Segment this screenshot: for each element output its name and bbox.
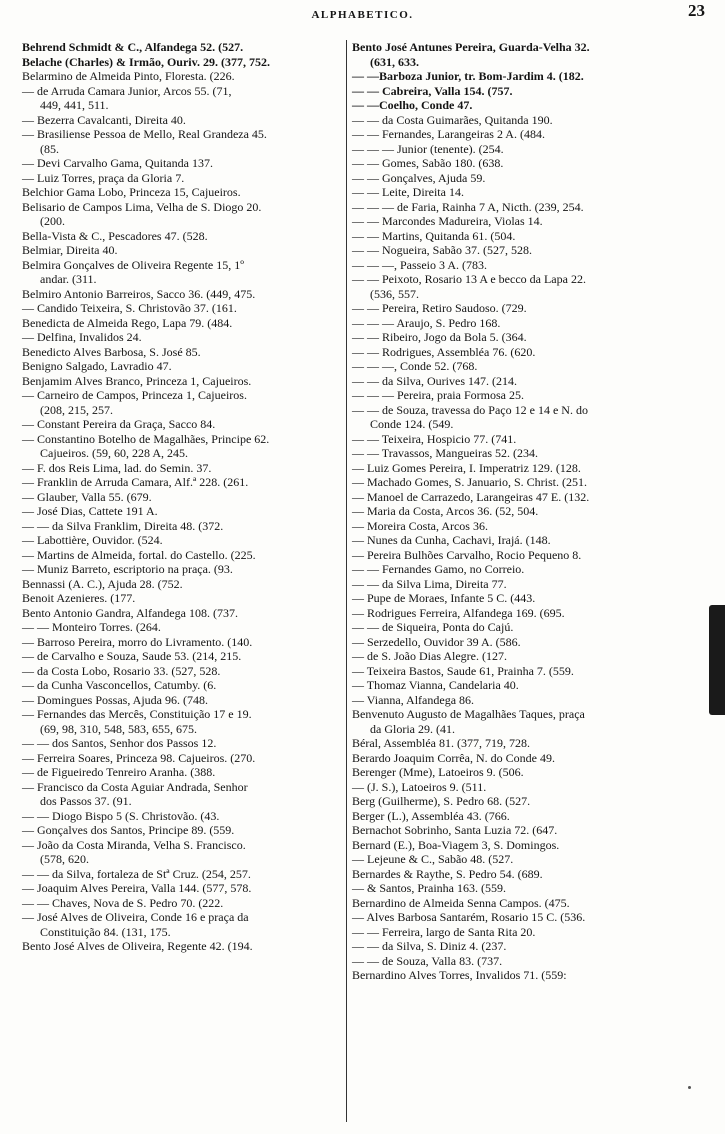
directory-entry: — — Fernandes Gamo, no Correio. <box>352 562 525 576</box>
directory-entry: — de Arruda Camara Junior, Arcos 55. (71, <box>22 83 232 98</box>
directory-entry: — Delfina, Invalidos 24. <box>22 330 142 344</box>
directory-entry: — Teixeira Bastos, Saude 61, Prainha 7. (559. <box>352 663 574 678</box>
directory-entry: — Manoel de Carrazedo, Larangeiras 47 E. (132. <box>352 489 590 504</box>
directory-entry: — Vianna, Alfandega 86. <box>352 692 475 707</box>
directory-entry: Belache (Charles) & Irmão, Ouriv. 29. (377, 752. <box>22 54 270 69</box>
directory-entry: — da Costa Lobo, Rosario 33. (527, 528. <box>22 663 221 678</box>
directory-entry: — Francisco da Costa Aguiar Andrada, Senhor <box>22 779 248 794</box>
directory-entry: Benedicto Alves Barbosa, S. José 85. <box>22 344 201 359</box>
directory-entry: — — Pereira, Retiro Saudoso. (729. <box>352 301 527 315</box>
directory-entry: Benoit Azenieres. (177. <box>22 591 136 605</box>
directory-entry: Bernardes & Raythe, S. Pedro 54. (689. <box>352 866 543 881</box>
directory-entry: — — Chaves, Nova de S. Pedro 70. (222. <box>22 895 224 910</box>
directory-entry: — — da Silva, Ourives 147. (214. <box>352 373 517 388</box>
directory-entry: (200. <box>40 214 65 228</box>
directory-entry: Benjamim Alves Branco, Princeza 1, Cajueiros. <box>22 373 252 388</box>
directory-entry: (536, 557. <box>370 286 419 301</box>
directory-entry: Cajueiros. (59, 60, 228 A, 245. <box>40 446 188 460</box>
directory-entry: — — — Pereira, praia Formosa 25. <box>352 388 524 402</box>
directory-entry: — — da Silva, S. Diniz 4. (237. <box>352 939 507 953</box>
directory-entry: (85. <box>40 141 59 156</box>
directory-entry: — José Dias, Cattete 191 A. <box>22 504 158 518</box>
directory-entry: — — de Souza, Valla 83. (737. <box>352 953 503 968</box>
directory-entry: — — Marcondes Madureira, Violas 14. <box>352 214 543 228</box>
directory-entry: — Candido Teixeira, S. Christovão 37. (161. <box>22 301 237 315</box>
directory-entry: andar. (311. <box>40 272 97 286</box>
directory-entry: (69, 98, 310, 548, 583, 655, 675. <box>40 721 197 736</box>
directory-entry: Bernachot Sobrinho, Santa Luzia 72. (647. <box>352 823 558 837</box>
directory-entry: — Domingues Possas, Ajuda 96. (748. <box>22 692 208 707</box>
directory-entry: — Constant Pereira da Graça, Sacco 84. <box>22 417 216 431</box>
directory-entry: — — Gonçalves, Ajuda 59. <box>352 170 486 185</box>
directory-entry: — Muniz Barreto, escriptorio na praça. (93. <box>22 562 233 576</box>
directory-entry: — — — de Faria, Rainha 7 A, Nicth. (239, 254. <box>352 199 584 214</box>
directory-entry: — Thomaz Vianna, Candelaria 40. <box>352 678 519 692</box>
directory-entry: — Alves Barbosa Santarém, Rosario 15 C. (536. <box>352 910 586 924</box>
directory-entry: — (J. S.), Latoeiros 9. (511. <box>352 779 487 794</box>
directory-entry: — da Cunha Vasconcellos, Catumby. (6. <box>22 678 217 692</box>
directory-entry: (578, 620. <box>40 852 89 866</box>
directory-entry: — Moreira Costa, Arcos 36. <box>352 518 488 533</box>
directory-entry: Benigno Salgado, Lavradio 47. <box>22 359 172 373</box>
directory-entry: — Martins de Almeida, fortal. do Castello. (225. <box>22 547 256 562</box>
directory-entry: — — Ribeiro, Jogo da Bola 5. (364. <box>352 330 527 344</box>
directory-entry: Constituição 84. (131, 175. <box>40 924 171 939</box>
directory-entry: — Machado Gomes, S. Januario, S. Christ. (251. <box>352 475 587 489</box>
directory-entry: — Labottière, Ouvidor. (524. <box>22 533 163 547</box>
directory-entry: — de Figueiredo Tenreiro Aranha. (388. <box>22 765 216 779</box>
directory-entry: — Franklin de Arruda Camara, Alf.ª 228. (261. <box>22 475 249 489</box>
directory-entry: — Bezerra Cavalcanti, Direita 40. <box>22 112 186 127</box>
directory-entry: — Luiz Torres, praça da Gloria 7. <box>22 170 185 185</box>
directory-entry: (208, 215, 257. <box>40 402 113 417</box>
directory-entry: — Luiz Gomes Pereira, I. Imperatriz 129. (128. <box>352 460 581 475</box>
page-edge-ink-blot <box>709 605 725 715</box>
directory-entry: — de Carvalho e Souza, Saude 53. (214, 215. <box>22 649 242 663</box>
directory-entry: Belisario de Campos Lima, Velha de S. Diogo 20. <box>22 199 262 214</box>
directory-entry: Berenger (Mme), Latoeiros 9. (506. <box>352 765 524 779</box>
left-column <box>22 40 344 954</box>
directory-entry: Belmiro Antonio Barreiros, Sacco 36. (449, 475. <box>22 286 256 301</box>
directory-entry: — — Martins, Quitanda 61. (504. <box>352 228 516 243</box>
directory-entry: — Joaquim Alves Pereira, Valla 144. (577, 578. <box>22 881 252 895</box>
directory-entry: — Constantino Botelho de Magalhães, Principe 62. <box>22 431 270 446</box>
directory-entry: — —Barboza Junior, tr. Bom-Jardim 4. (182. <box>352 69 584 83</box>
directory-entry: — — Fernandes, Larangeiras 2 A. (484. <box>352 127 545 141</box>
directory-entry: — — Diogo Bispo 5 (S. Christovão. (43. <box>22 808 220 823</box>
directory-entry: Bernard (E.), Boa-Viagem 3, S. Domingos. <box>352 837 560 852</box>
directory-entry: — Devi Carvalho Gama, Quitanda 137. <box>22 156 213 170</box>
directory-entry: — de S. João Dias Alegre. (127. <box>352 649 507 663</box>
directory-entry: Belchior Gama Lobo, Princeza 15, Cajueiros. <box>22 185 241 199</box>
column-divider <box>346 40 347 1122</box>
directory-entry: 449, 441, 511. <box>40 98 109 112</box>
directory-entry: — Maria da Costa, Arcos 36. (52, 504. <box>352 504 539 518</box>
directory-entry: — — de Souza, travessa do Paço 12 e 14 e N. do <box>352 402 588 417</box>
directory-entry: Berger (L.), Assembléa 43. (766. <box>352 808 510 823</box>
directory-entry: — Serzedello, Ouvidor 39 A. (586. <box>352 634 521 649</box>
directory-entry: — — de Siqueira, Ponta do Cajú. <box>352 620 514 634</box>
directory-entry: Bernardino de Almeida Senna Campos. (475. <box>352 895 570 910</box>
directory-entry: — — —, Conde 52. (768. <box>352 359 478 373</box>
directory-entry: Béral, Assembléa 81. (377, 719, 728. <box>352 736 530 750</box>
directory-entry: — — Teixeira, Hospicio 77. (741. <box>352 431 517 446</box>
directory-entry: — Ferreira Soares, Princeza 98. Cajueiros. (270. <box>22 750 256 765</box>
directory-entry: — — Ferreira, largo de Santa Rita 20. <box>352 924 536 939</box>
directory-entry: — — Leite, Direita 14. <box>352 185 464 199</box>
directory-entry: — Carneiro de Campos, Princeza 1, Cajueiros. <box>22 388 247 402</box>
directory-entry: — — Nogueira, Sabão 37. (527, 528. <box>352 243 532 257</box>
directory-entry: — Barroso Pereira, morro do Livramento. (140. <box>22 634 253 649</box>
directory-entry: — — Cabreira, Valla 154. (757. <box>352 83 513 98</box>
directory-entry: — — da Costa Guimarães, Quitanda 190. <box>352 112 553 127</box>
directory-entry: Bento José Alves de Oliveira, Regente 42. (194. <box>22 939 253 953</box>
speck-mark <box>688 1086 691 1089</box>
directory-entry: Bella-Vista & C., Pescadores 47. (528. <box>22 228 208 243</box>
directory-entry: — — Travassos, Mangueiras 52. (234. <box>352 446 538 460</box>
directory-entry: — Lejeune & C., Sabão 48. (527. <box>352 852 514 866</box>
directory-entry: — José Alves de Oliveira, Conde 16 e praça da <box>22 910 249 924</box>
directory-entry: Belmira Gonçalves de Oliveira Regente 15, 1º <box>22 257 244 272</box>
directory-entry: — — Monteiro Torres. (264. <box>22 620 161 634</box>
directory-entry: — — Rodrigues, Assembléa 76. (620. <box>352 344 536 359</box>
directory-entry: — — — Araujo, S. Pedro 168. <box>352 315 501 330</box>
directory-entry: — Gonçalves dos Santos, Principe 89. (559. <box>22 823 235 837</box>
directory-entry: — — —, Passeio 3 A. (783. <box>352 257 487 272</box>
directory-entry: Bernardino Alves Torres, Invalidos 71. (559: <box>352 968 567 982</box>
directory-entry: — & Santos, Prainha 163. (559. <box>352 881 506 895</box>
directory-entry: da Gloria 29. (41. <box>370 721 455 736</box>
directory-entry: — Fernandes das Mercês, Constituição 17 e 19. <box>22 707 252 721</box>
directory-entry: Behrend Schmidt & C., Alfandega 52. (527. <box>22 40 244 54</box>
directory-entry: — — — Junior (tenente). (254. <box>352 141 504 156</box>
directory-entry: Belarmino de Almeida Pinto, Floresta. (226. <box>22 69 235 83</box>
page-number: 23 <box>688 1 705 20</box>
directory-entry: — F. dos Reis Lima, lad. do Semin. 37. <box>22 460 212 475</box>
directory-entry: Benvenuto Augusto de Magalhães Taques, praça <box>352 707 585 721</box>
directory-entry: — —Coelho, Conde 47. <box>352 98 473 112</box>
directory-entry: — — Peixoto, Rosario 13 A e becco da Lapa 22. <box>352 272 586 286</box>
directory-entry: Berardo Joaquim Corrêa, N. do Conde 49. <box>352 750 555 765</box>
directory-entry: — Glauber, Valla 55. (679. <box>22 489 152 504</box>
directory-entry: — Rodrigues Ferreira, Alfandega 169. (695. <box>352 605 565 620</box>
directory-entry: Conde 124. (549. <box>370 417 454 431</box>
directory-entry: — — da Silva Franklim, Direita 48. (372. <box>22 518 224 533</box>
directory-entry: — — dos Santos, Senhor dos Passos 12. <box>22 736 217 750</box>
directory-entry: Bento Antonio Gandra, Alfandega 108. (737. <box>22 605 238 620</box>
directory-entry: Bento José Antunes Pereira, Guarda-Velha 32. <box>352 40 590 54</box>
directory-entry: Benedicta de Almeida Rego, Lapa 79. (484. <box>22 315 233 330</box>
directory-entry: — Nunes da Cunha, Cachavi, Irajá. (148. <box>352 533 551 547</box>
directory-entry: — — Gomes, Sabão 180. (638. <box>352 156 504 170</box>
directory-entry: — Pereira Bulhões Carvalho, Rocio Pequeno 8. <box>352 547 582 562</box>
directory-entry: Bennassi (A. C.), Ajuda 28. (752. <box>22 576 183 591</box>
right-column <box>352 40 700 983</box>
directory-entry: (631, 633. <box>370 54 419 69</box>
directory-entry: — Brasiliense Pessoa de Mello, Real Grandeza 45. <box>22 127 267 141</box>
directory-entry: — Pupe de Moraes, Infante 5 C. (443. <box>352 591 536 605</box>
directory-entry: — — da Silva Lima, Direita 77. <box>352 576 507 591</box>
running-header-title: ALPHABETICO. <box>311 9 414 21</box>
directory-entry: dos Passos 37. (91. <box>40 794 132 808</box>
directory-entry: Belmiar, Direita 40. <box>22 243 118 257</box>
directory-entry: — — da Silva, fortaleza de Stª Cruz. (254, 257. <box>22 866 251 881</box>
directory-entry: Berg (Guilherme), S. Pedro 68. (527. <box>352 794 531 808</box>
directory-entry: — João da Costa Miranda, Velha S. Francisco. <box>22 837 246 852</box>
